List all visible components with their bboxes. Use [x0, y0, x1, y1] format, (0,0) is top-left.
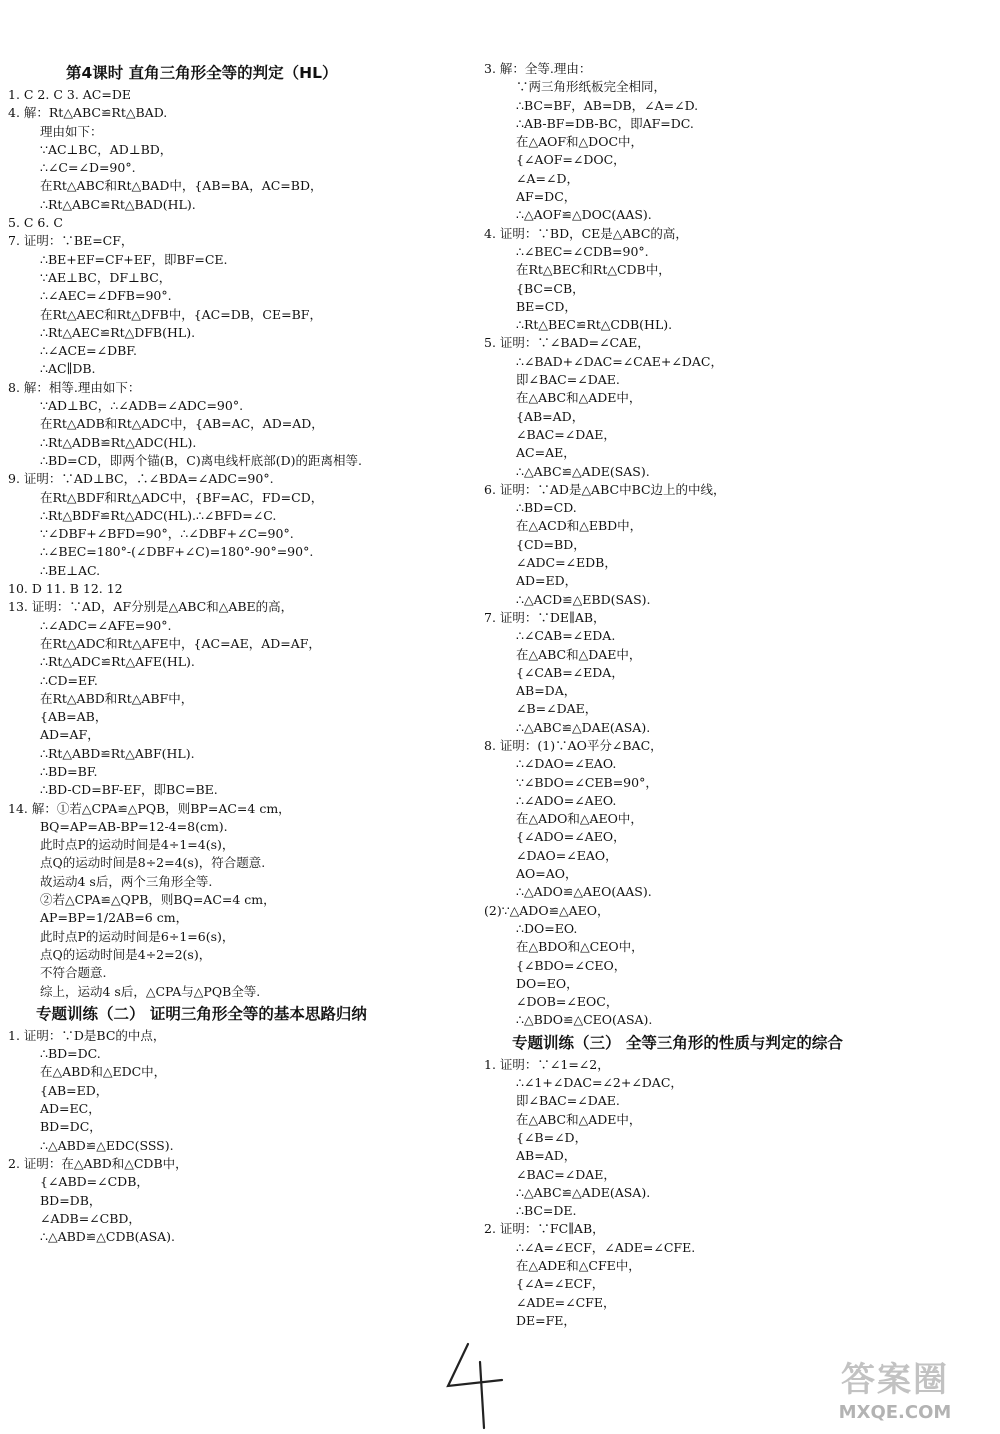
answer-line: ②若△CPA≌△QPB，则BQ=AC=4 cm， — [40, 892, 276, 908]
answer-line: ∠ADB=∠CBD， — [40, 1210, 141, 1226]
answer-line: ∴Rt△BDF≌Rt△ADC(HL).∴∠BFD=∠C. — [40, 507, 277, 523]
answer-line: ∴Rt△ABD≌Rt△ABF(HL). — [40, 745, 195, 761]
answer-line: 在Rt△BEC和Rt△CDB中， — [516, 262, 671, 278]
left-column — [8, 60, 470, 1246]
answer-line: ∴BD=BF. — [40, 763, 98, 779]
answer-line: ∴Rt△ADC≌Rt△AFE(HL). — [40, 654, 195, 670]
answer-line: {BC=CB， — [516, 280, 585, 296]
answer-line: ∵∠BDO=∠CEB=90°， — [516, 774, 658, 790]
answer-line: ∴∠BAD+∠DAC=∠CAE+∠DAC， — [516, 353, 723, 369]
answer-line: ∴Rt△ADB≌Rt△ADC(HL). — [40, 434, 197, 450]
section-hl-title: 第4课时 直角三角形全等的判定（HL） — [66, 64, 338, 82]
answer-line: ∴BD=CD，即两个锚(B，C)离电线杆底部(D)的距离相等. — [40, 452, 362, 468]
answer-line: ∴∠BEC=180°-(∠DBF+∠C)=180°-90°=90°. — [40, 544, 314, 560]
answer-line: ∴∠1+∠DAC=∠2+∠DAC， — [516, 1075, 683, 1091]
right-answers-special-two — [484, 60, 984, 1030]
answer-line: 在△ABC和△ADE中， — [516, 390, 642, 406]
answer-line: BE=CD， — [516, 298, 577, 314]
answer-line: ∴∠ADO=∠AEO. — [516, 792, 617, 808]
answer-line: 2. 证明：∵FC∥AB， — [484, 1221, 605, 1237]
answer-line: ∴Rt△ABC≌Rt△BAD(HL). — [40, 196, 196, 212]
answer-line: ∠DOB=∠EOC， — [516, 994, 619, 1010]
answer-line: 此时点P的运动时间是6÷1=6(s)， — [40, 928, 235, 944]
answer-line: {∠AOF=∠DOC， — [516, 152, 626, 168]
answer-line: 8. 解：相等.理由如下： — [8, 379, 141, 395]
answer-line: 在Rt△ABC和Rt△BAD中，{AB=BA，AC=BD， — [40, 178, 323, 194]
answer-line: 1. 证明：∵∠1=∠2， — [484, 1056, 610, 1072]
answer-line: AO=AO， — [516, 866, 578, 882]
answer-line: 故运动4 s后，两个三角形全等. — [40, 873, 213, 889]
section-three-title: 专题训练（三） 全等三角形的性质与判定的综合 — [512, 1033, 843, 1052]
answer-line: {CD=BD， — [516, 536, 586, 552]
answer-line: 在Rt△BDF和Rt△ADC中，{BF=AC，FD=CD， — [40, 489, 324, 505]
answer-line: ∴∠CAB=∠EDA. — [516, 628, 616, 644]
answer-line: ∴AC∥DB. — [40, 361, 96, 377]
answer-line: 5. 证明：∵∠BAD=∠CAE， — [484, 335, 650, 351]
answer-line: ∴∠AEC=∠DFB=90°. — [40, 288, 172, 304]
answer-line: ∵∠DBF+∠BFD=90°，∴∠DBF+∠C=90°. — [40, 526, 294, 542]
answer-line: ∠DAO=∠EAO， — [516, 847, 618, 863]
answer-line: AB=DA， — [516, 683, 577, 699]
answer-line: ∴BE⊥AC. — [40, 562, 101, 578]
answer-line: 3. 解：全等.理由： — [484, 61, 592, 76]
answer-line: 在△ABC和△ADE中， — [516, 1111, 642, 1127]
answer-line: {∠ABD=∠CDB， — [40, 1174, 149, 1190]
answer-line: 综上，运动4 s后，△CPA与△PQB全等. — [40, 983, 261, 999]
answer-line: {∠B=∠D， — [516, 1129, 588, 1145]
answer-line: ∴Rt△BEC≌Rt△CDB(HL). — [516, 317, 673, 333]
answer-line: BD=DB， — [40, 1192, 102, 1208]
answer-line: ∴△ABD≌△EDC(SSS). — [40, 1137, 174, 1153]
answer-line: ∴△ABC≌△ADE(SAS). — [516, 463, 650, 479]
answer-line: ∴Rt△AEC≌Rt△DFB(HL). — [40, 324, 196, 340]
answer-line: 在△BDO和△CEO中， — [516, 939, 644, 955]
answer-line: 13. 证明：∵AD，AF分别是△ABC和△ABE的高， — [8, 599, 294, 615]
answer-line: ∴BC=BF，AB=DB，∠A=∠D. — [516, 97, 699, 113]
answer-line: AD=ED， — [516, 573, 578, 589]
answer-line: {AB=ED， — [40, 1082, 109, 1098]
answer-line: {∠CAB=∠EDA， — [516, 664, 624, 680]
answer-line: ∴△ACD≌△EBD(SAS). — [516, 591, 651, 607]
answer-line: ∴△AOF≌△DOC(AAS). — [516, 207, 652, 223]
section-two-title: 专题训练（二） 证明三角形全等的基本思路归纳 — [36, 1004, 367, 1023]
answer-line: ∴△BDO≌△CEO(ASA). — [516, 1012, 653, 1028]
watermark-url: MXQE.COM — [838, 1402, 952, 1423]
answer-line: 1. C 2. C 3. AC=DE — [8, 87, 131, 102]
handwritten-page-number-4 — [440, 1340, 510, 1430]
answer-line: ∴∠ACE=∠DBF. — [40, 343, 137, 359]
answer-line: 点Q的运动时间是8÷2=4(s)，符合题意. — [40, 855, 266, 871]
answer-line: 此时点P的运动时间是4÷1=4(s)， — [40, 837, 235, 853]
answer-line: 2. 证明：在△ABD和△CDB中， — [8, 1155, 188, 1171]
answer-line: 4. 证明：∵BD，CE是△ABC的高， — [484, 225, 688, 241]
answer-line: {∠A=∠ECF， — [516, 1276, 605, 1292]
answer-line: 不符合题意. — [40, 965, 107, 981]
answer-line: 在△ACD和△EBD中， — [516, 518, 643, 534]
answer-line: 理由如下： — [40, 123, 103, 139]
answer-line: 在△ADO和△AEO中， — [516, 811, 643, 827]
right-column — [484, 60, 984, 1330]
answer-line: ∴CD=EF. — [40, 672, 98, 688]
answer-line: 8. 证明：(1)∵AO平分∠BAC， — [484, 737, 663, 753]
answer-line: {AB=AD， — [516, 408, 585, 424]
answer-line: AF=DC， — [516, 189, 577, 205]
answer-line: 点Q的运动时间是4÷2=2(s)， — [40, 946, 212, 962]
answer-line: ∴△ABC≌△ADE(ASA). — [516, 1184, 651, 1200]
answer-line: ∴BD=CD. — [516, 500, 577, 516]
answer-line: ∴△ABC≌△DAE(ASA). — [516, 719, 651, 735]
answer-line: ∴AB-BF=DB-BC，即AF=DC. — [516, 115, 694, 131]
answer-line: 6. 证明：∵AD是△ABC中BC边上的中线， — [484, 481, 726, 497]
answer-line: AC=AE， — [516, 445, 576, 461]
answer-line: ∴BD=DC. — [40, 1046, 101, 1062]
answer-line: 7. 证明：∵DE∥AB， — [484, 609, 606, 625]
right-answers-special-three — [484, 1056, 984, 1330]
answer-line: (2)∵△ADO≌△AEO， — [484, 902, 610, 918]
answer-line: ∠ADC=∠EDB， — [516, 555, 617, 571]
watermark-logo-text: 答案圈 — [841, 1360, 949, 1400]
answer-line: 9. 证明：∵AD⊥BC，∴∠BDA=∠ADC=90°. — [8, 471, 274, 487]
answer-line: ∴△ABD≌△CDB(ASA). — [40, 1229, 176, 1245]
answer-line: BQ=AP=AB-BP=12-4=8(cm). — [40, 818, 228, 834]
answer-line: AB=AD， — [516, 1148, 577, 1164]
answer-line: 在△ADE和△CFE中， — [516, 1258, 641, 1273]
answer-line: ∵AE⊥BC，DF⊥BC， — [40, 269, 172, 285]
answer-line: ∵AC⊥BC，AD⊥BD， — [40, 141, 173, 157]
answer-line: ∵AD⊥BC，∴∠ADB=∠ADC=90°. — [40, 398, 244, 414]
answer-line: 在Rt△AEC和Rt△DFB中，{AC=DB，CE=BF， — [40, 306, 322, 322]
answer-line: ∠BAC=∠DAE， — [516, 426, 616, 442]
answer-line: 在△AOF和△DOC中， — [516, 134, 644, 150]
watermark — [800, 1358, 990, 1428]
answer-line: ∴BC=DE. — [516, 1203, 577, 1219]
answer-line: 5. C 6. C — [8, 215, 63, 231]
answer-line: ∴△ADO≌△AEO(AAS). — [516, 884, 652, 900]
left-answers-special-two — [8, 1027, 470, 1247]
answer-line: 在△ABD和△EDC中， — [40, 1064, 167, 1080]
answer-line: AD=AF， — [40, 727, 100, 743]
answer-line: ∵两三角形纸板完全相同， — [516, 79, 667, 95]
answer-line: ∴DO=EO. — [516, 920, 578, 936]
answer-line: ∴BE+EF=CF+EF，即BF=CE. — [40, 251, 228, 267]
answer-line: ∴∠A=∠ECF，∠ADE=∠CFE. — [516, 1239, 696, 1255]
answer-line: 在Rt△ADC和Rt△AFE中，{AC=AE，AD=AF， — [40, 635, 321, 651]
answer-line: AP=BP=1/2AB=6 cm， — [40, 910, 189, 926]
answer-line: ∠A=∠D， — [516, 170, 579, 186]
answer-line: ∠B=∠DAE， — [516, 701, 598, 717]
answer-line: ∴∠DAO=∠EAO. — [516, 756, 617, 772]
answer-line: ∠BAC=∠DAE， — [516, 1166, 616, 1182]
answer-line: ∴BD-CD=BF-EF，即BC=BE. — [40, 782, 218, 798]
answer-line: 即∠BAC=∠DAE. — [516, 372, 620, 388]
answer-line: 即∠BAC=∠DAE. — [516, 1093, 620, 1109]
answer-line: ∴∠C=∠D=90°. — [40, 160, 136, 176]
answer-line: {AB=AB， — [40, 709, 108, 725]
answer-line: 在Rt△ABD和Rt△ABF中， — [40, 690, 194, 706]
answer-line: 在Rt△ADB和Rt△ADC中，{AB=AC，AD=AD， — [40, 416, 324, 432]
answer-line: BD=DC， — [40, 1119, 102, 1135]
answer-line: 14. 解：①若△CPA≌△PQB，则BP=AC=4 cm， — [8, 800, 291, 816]
answer-line: 10. D 11. B 12. 12 — [8, 581, 123, 597]
answer-line: DO=EO， — [516, 975, 579, 991]
answer-line: 在△ABC和△DAE中， — [516, 646, 642, 662]
answer-line: ∴∠ADC=∠AFE=90°. — [40, 617, 172, 633]
answer-line: 1. 证明：∵D是BC的中点， — [8, 1027, 166, 1043]
answer-line: 4. 解：Rt△ABC≌Rt△BAD. — [8, 105, 168, 121]
answer-line: {∠ADO=∠AEO， — [516, 829, 626, 845]
answer-line: 7. 证明：∵BE=CF， — [8, 233, 134, 249]
answer-line: DE=FE， — [516, 1312, 576, 1328]
answer-line: ∠ADE=∠CFE， — [516, 1294, 616, 1310]
answer-line: {∠BDO=∠CEO， — [516, 957, 627, 973]
left-answers-hl — [8, 86, 470, 1001]
answer-line: ∴∠BEC=∠CDB=90°. — [516, 243, 649, 259]
answer-line: AD=EC， — [40, 1101, 101, 1117]
